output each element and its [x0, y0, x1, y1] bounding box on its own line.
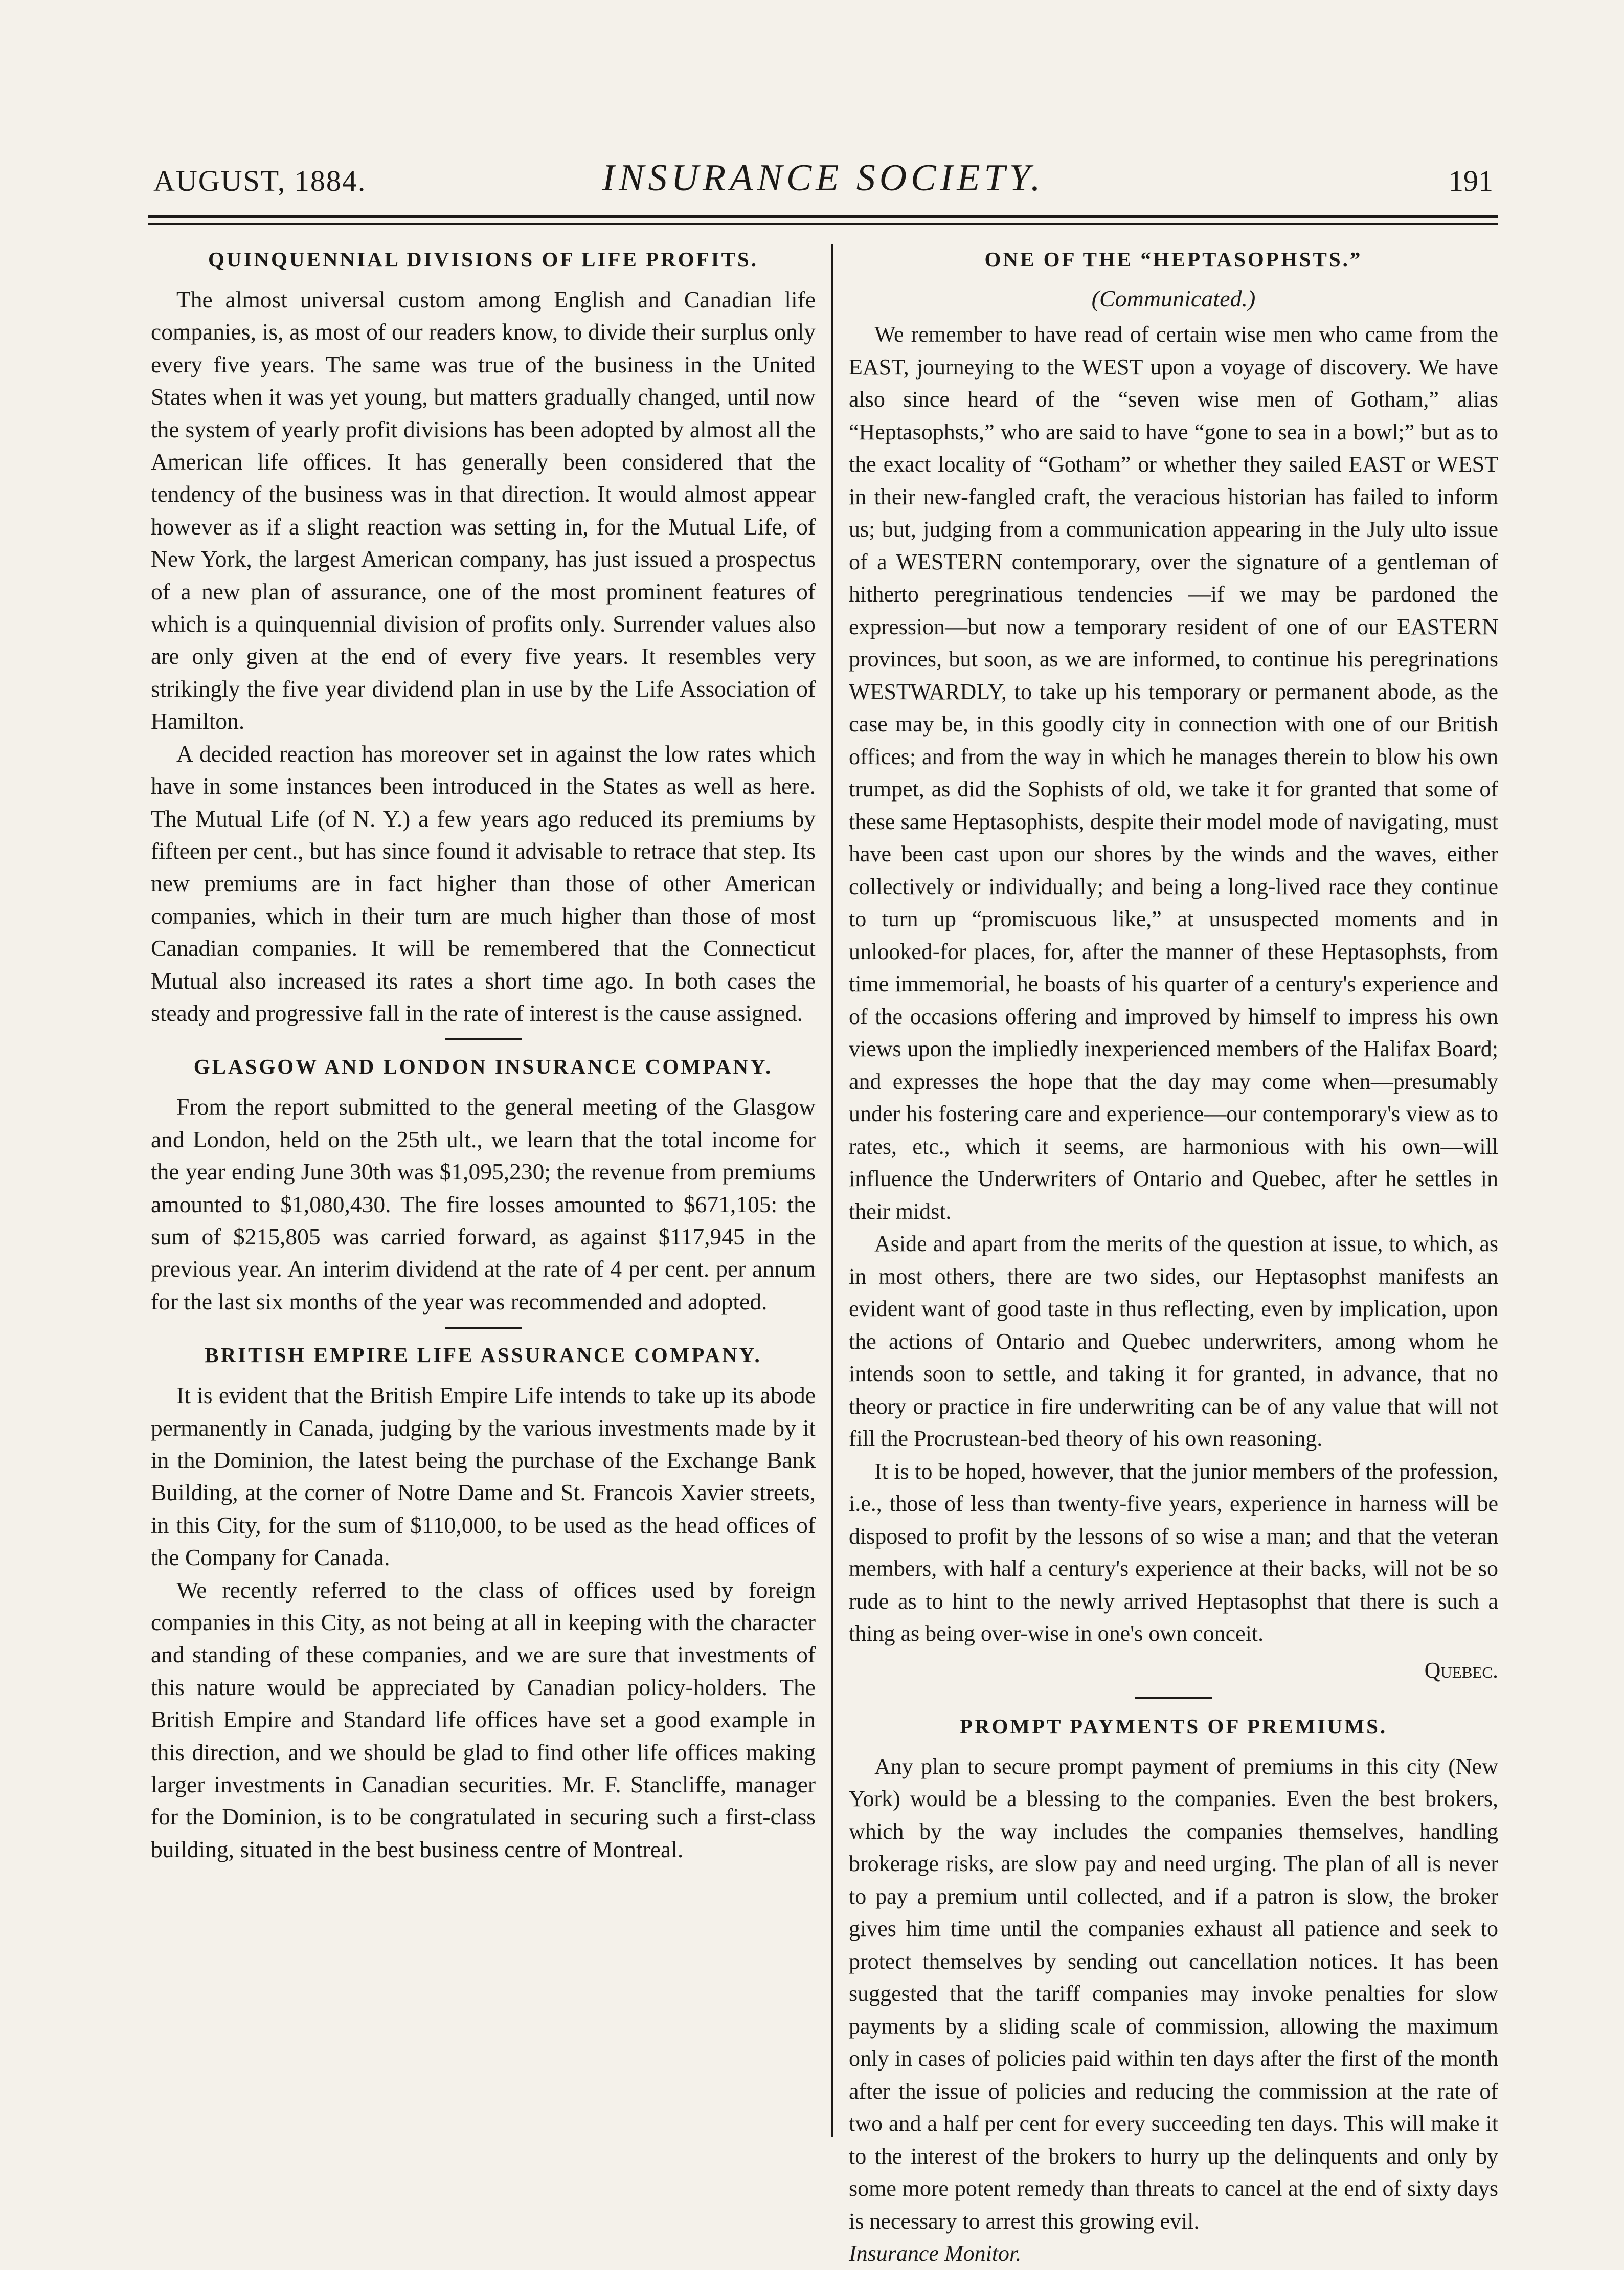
section-divider [1135, 1697, 1212, 1699]
header-rule-thin [148, 223, 1498, 225]
left-column [151, 244, 816, 1865]
article-heptasophsts [849, 244, 1498, 1686]
article-paragraph: We recently referred to the class of offices used by foreign companies in this City, as not being at all in keeping with the character and standing of these companies, and we are sure that investments of this nature would be appreciated by Canadian policy-holders. The British Empire and Standard life offices have set a good example in this direction, and we should be glad to find other life offices making larger investments in Canadian securities. Mr. F. Stancliffe, manager for the Dominion, is to be congratulated in securing such a first-class building, situated in the best business centre of Montreal. [151, 1576, 816, 1862]
article-paragraph: We remember to have read of certain wise men who came from the EAST, journeying to the WEST upon a voyage of discovery. We have also since heard of the “seven wise men of Gotham,” alias “Heptasophsts,” who are said to have “gone to sea in a bowl;” but as to the exact locality of “Gotham” or whether they sailed EAST or WEST in their new-fangled craft, the veracious historian has failed to inform us; but, judging from a communication appearing in the July ulto issue of a WESTERN contemporary, over the signature of a gentleman of hitherto peregrinatious tendencies —if we may be pardoned the expression—but now a temporary resident of one of our EASTERN provinces, but soon, as we are informed, to continue his peregrinations WESTWARDLY, to take up his temporary or permanent abode, as the case may be, in this goodly city in connection with one of our British offices; and from the way in which he manages therein to blow his own trumpet, as did the Sophists of old, we take it for granted that some of these same Heptasophists, despite their model mode of navigating, must have been cast upon our shores by the winds and the waves, either collectively or individually; and being a long-lived race they continue to turn up “promiscuous like,” at unsuspected moments and in unlooked-for places, for, after the manner of these Heptasophsts, from time immemorial, he boasts of his quarter of a century's experience and of the occasions offering and improved by himself to impress his own views upon the impliedly inexperienced members of the Halifax Board; and expresses the hope that the day may come when—presumably under his fostering care and experience—our contemporary's view as to rates, etc., which it seems, are harmonious with his own—will influence the Underwriters of Ontario and Quebec, after he settles in their midst. [849, 322, 1498, 1224]
article-source: Insurance Monitor. [849, 2241, 1022, 2266]
article-title: QUINQUENNIAL DIVISIONS OF LIFE PROFITS. [208, 248, 759, 271]
right-column [849, 244, 1498, 2270]
article-title: GLASGOW AND LONDON INSURANCE COMPANY. [193, 1055, 773, 1079]
issue-date: AUGUST, 1884. [153, 164, 367, 197]
article-british-empire-life [151, 1340, 816, 1865]
article-paragraph: A decided reaction has moreover set in against the low rates which have in some instances been introduced in the States as well as here. The Mutual Life (of N. Y.) a few years ago reduced its premiums by fifteen per cent., but has since found it advisable to retrace that step. Its new premiums are in fact higher than those of other American companies, which in their turn are much higher than those of most Canadian companies. It will be remembered that the Connecticut Mutual also increased its rates a short time ago. In both cases the steady and progressive fall in the rate of interest is the cause assigned. [151, 740, 816, 1026]
article-paragraph: Any plan to secure prompt payment of premiums in this city (New York) would be a blessing to the companies. Even the best brokers, which by the way includes the companies themselves, handling brokerage risks, are slow pay and need urging. The plan of all is never to pay a premium until collected, and if a patron is slow, the broker gives him time until the companies exhaust all patience and seek to protect themselves by sending out cancellation notices. It has been suggested that the tariff companies may invoke penalties for slow payments by a sliding scale of commission, allowing the maximum only in cases of policies paid within ten days after the first of the month after the issue of policies and reducing the commission at the rate of two and a half per cent for every succeeding ten days. This will make it to the interest of the brokers to hurry up the delinquents and only by some more potent remedy than threats to cancel at the end of sixty days is necessary to arrest this growing evil. [849, 1753, 1498, 2234]
article-subtitle: (Communicated.) [1091, 285, 1256, 311]
article-paragraph: Aside and apart from the merits of the question at issue, to which, as in most others, there are two sides, our Heptasophst manifests an evident want of good taste in thus reflecting, even by implication, upon the actions of Ontario and Quebec underwriters, among whom he intends soon to settle, and taking it for granted, in advance, that no theory or practice in fire underwriting can be of any value that will not fill the Procrustean-bed theory of his own reasoning. [849, 1231, 1498, 1451]
article-paragraph: From the report submitted to the general meeting of the Glasgow and London, held on the 25th ult., we learn that the total income for the year ending June 30th was $1,095,230; the revenue from premiums amounted to $1,080,430. The fire losses amounted to $671,105: the sum of $215,805 was carried forward, as against $117,945 in the previous year. An interim dividend at the rate of 4 per cent. per annum for the last six months of the year was recommended and adopted. [151, 1094, 816, 1315]
article-title: BRITISH EMPIRE LIFE ASSURANCE COMPANY. [205, 1343, 762, 1367]
column-divider [831, 244, 833, 2137]
article-title: ONE OF THE “HEPTASOPHSTS.” [984, 248, 1363, 271]
section-divider [445, 1038, 522, 1040]
article-paragraph: It is to be hoped, however, that the junior members of the profession, i.e., those of less than twenty-five years, experience in harness will be disposed to profit by the lessons of so wise a man; and that the veteran members, with half a century's experience at their backs, will not be so rude as to hint to the newly arrived Heptasophst that there is such a thing as being over-wise in one's own conceit. [849, 1458, 1498, 1646]
page-number: 191 [1449, 164, 1493, 197]
article-paragraph: The almost universal custom among English and Canadian life companies, is, as most of our readers know, to divide their surplus only every five years. The same was true of the business in the United States when it was yet young, but matters gradually changed, until now the system of yearly profit divisions has been adopted by almost all the American life offices. It has generally been considered that the tendency of the business was in that direction. It would almost appear however as if a slight reaction was setting in, for the Mutual Life, of New York, the largest American company, has just issued a prospectus of a new plan of assurance, one of the most prominent features of which is a quinquennial division of profits only. Surrender values also are only given at the end of every five years. It resembles very strikingly the five year dividend plan in use by the Life Association of Hamilton. [151, 286, 816, 735]
article-paragraph: It is evident that the British Empire Life intends to take up its abode permanently in Canada, judging by the various investments made by it in the Dominion, the latest being the purchase of the Exchange Bank Building, at the corner of Notre Dame and St. Francois Xavier streets, in this City, for the sum of $110,000, to be used as the head offices of the Company for Canada. [151, 1382, 816, 1571]
section-divider [445, 1327, 522, 1329]
article-title: PROMPT PAYMENTS OF PREMIUMS. [959, 1714, 1388, 1738]
article-signature: Quebec. [1424, 1657, 1498, 1683]
article-quinquennial-divisions [151, 244, 816, 1029]
article-glasgow-london [151, 1052, 816, 1318]
header-rule [148, 215, 1498, 218]
article-prompt-payments [849, 1711, 1498, 2270]
running-header [153, 153, 1493, 210]
publication-title: INSURANCE SOCIETY. [602, 157, 1045, 199]
